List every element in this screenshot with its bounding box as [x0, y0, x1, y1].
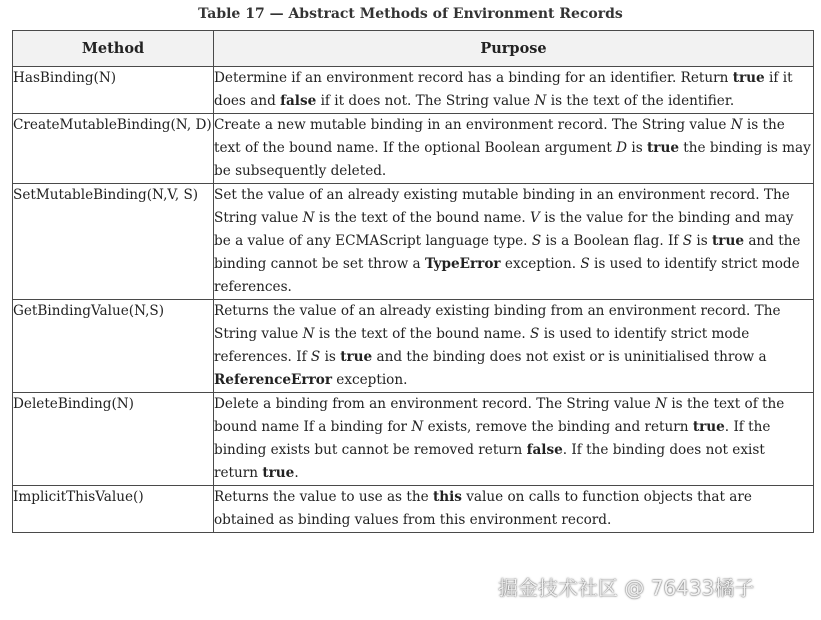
table-row	[13, 393, 814, 486]
purpose-cell: Returns the value of an already existing binding from an environment record. The String value N is the text of the bound name. S is used to identify strict mode references. If S is true and the binding does not exist or is uninitialised throw a ReferenceError exception.	[214, 300, 814, 393]
table-row	[13, 486, 814, 533]
purpose-cell: Create a new mutable binding in an environment record. The String value N is the text of the bound name. If the optional Boolean argument D is true the binding is may be subsequently deleted.	[214, 114, 814, 184]
bold-term: true	[340, 349, 373, 365]
purpose-cell: Returns the value to use as the this value on calls to function objects that are obtained as binding values from this environment record.	[214, 486, 814, 533]
italic-variable: N	[730, 117, 743, 133]
watermark-text: 掘金技术社区 @ 76433橘子	[498, 576, 755, 600]
method-cell: SetMutableBinding(N,V, S)	[13, 184, 214, 300]
bold-term: true	[712, 233, 744, 249]
table-row	[13, 300, 814, 393]
table-row	[13, 114, 814, 184]
method-column-header: Method	[13, 31, 214, 67]
table-row	[13, 184, 814, 300]
bold-term: this	[432, 489, 462, 505]
purpose-column-header: Purpose	[214, 31, 814, 67]
bold-term: ReferenceError	[214, 372, 332, 388]
purpose-cell: Delete a binding from an environment record. The String value N is the text of the bound name If a binding for N exists, remove the binding and return true. If the binding exists but cannot be removed return false. If the binding does not exist return true.	[214, 393, 814, 486]
italic-variable: N	[411, 419, 424, 435]
italic-variable: V	[530, 210, 540, 226]
bold-term: true	[647, 140, 679, 156]
abstract-methods-table	[12, 30, 814, 533]
italic-variable: N	[302, 326, 315, 342]
italic-variable: S	[530, 326, 540, 342]
bold-term: true	[692, 419, 725, 435]
bold-term: true	[262, 465, 295, 481]
italic-variable: S	[531, 233, 542, 249]
purpose-cell: Determine if an environment record has a binding for an identifier. Return true if it does and false if it does not. The String value N is the text of the identifier.	[214, 67, 814, 114]
italic-variable: N	[302, 210, 315, 226]
purpose-cell: Set the value of an already existing mutable binding in an environment record. The String value N is the text of the bound name. V is the value for the binding and may be a value of any ECMAScript language type. S is a Boolean flag. If S is true and the binding cannot be set throw a TypeError exception. S is used to identify strict mode references.	[214, 184, 814, 300]
italic-variable: S	[310, 349, 321, 365]
bold-term: false	[280, 93, 317, 109]
method-cell: GetBindingValue(N,S)	[13, 300, 214, 393]
bold-term: TypeError	[424, 256, 501, 272]
method-cell: DeleteBinding(N)	[13, 393, 214, 486]
italic-variable: N	[655, 396, 667, 412]
italic-variable: S	[682, 233, 693, 249]
bold-term: false	[526, 442, 563, 458]
table-header-row	[13, 31, 814, 67]
method-cell: ImplicitThisValue()	[13, 486, 214, 533]
italic-variable: S	[580, 256, 590, 272]
table-caption: Table 17 — Abstract Methods of Environment Records	[198, 6, 623, 22]
bold-term: true	[732, 70, 765, 86]
table-row	[13, 67, 814, 114]
method-cell: CreateMutableBinding(N, D)	[13, 114, 214, 184]
method-cell: HasBinding(N)	[13, 67, 214, 114]
italic-variable: D	[616, 140, 628, 156]
italic-variable: N	[534, 93, 547, 109]
